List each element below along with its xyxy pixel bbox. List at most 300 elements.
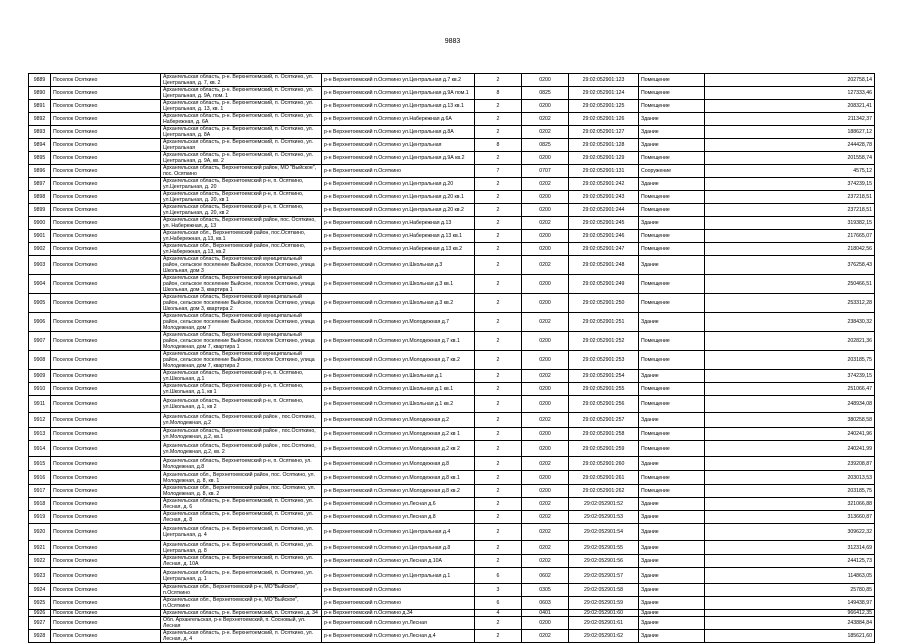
group-code: 2	[475, 152, 522, 165]
row-number: 9900	[29, 217, 51, 230]
object-type: Помещение	[639, 100, 705, 113]
address: Архангельская область, Верхнетоемский муниципальный район, сельское поселение Выйское, поселок Осяткино, улица Молодежная, дом 7, квартира 2	[161, 351, 322, 370]
usage-code: 0200	[522, 396, 569, 413]
cadastral-number: 29:02:052901:260	[569, 457, 639, 471]
usage-code: 0200	[522, 152, 569, 165]
table-row	[29, 87, 875, 100]
row-number: 9902	[29, 243, 51, 256]
cadastral-number: 29:02:052901:253	[569, 351, 639, 370]
cadastral-value: 243884,84	[705, 617, 875, 630]
group-code: 2	[475, 217, 522, 230]
group-code: 4	[475, 610, 522, 617]
group-code: 2	[475, 541, 522, 555]
table-row	[29, 126, 875, 139]
cadastral-number: 29:02:052901:62	[569, 630, 639, 643]
location: р-н Верхнетоемский п.Осяткино ул.Школьная д.1	[322, 370, 475, 383]
object-type: Здание	[639, 126, 705, 139]
usage-code: 0200	[522, 74, 569, 87]
cadastral-number: 29:02:052901:126	[569, 113, 639, 126]
usage-code: 0202	[522, 413, 569, 428]
address: Архангельская область, Верхнетоемский р-н, п. Осяткино, ул.Центральная, д. 20, кв 1	[161, 191, 322, 204]
usage-code: 0202	[522, 178, 569, 191]
location: р-н Верхнетоемский п.Осяткино ул.Центральная д.8А	[322, 126, 475, 139]
group-code: 6	[475, 597, 522, 610]
usage-code: 0200	[522, 191, 569, 204]
property-registry-table	[28, 73, 875, 643]
location: р-н Верхнетоемский п.Осяткино ул.Центральная д.8	[322, 541, 475, 555]
address: Архангельская область, Верхнетоемский район , пос.Осяткино, ул.Молодежная, д.2	[161, 413, 322, 428]
cadastral-number: 29:02:052901:259	[569, 441, 639, 457]
group-code: 8	[475, 87, 522, 100]
location: р-н Верхнетоемский п.Осяткино ул.Центральная д.20 кв.1	[322, 191, 475, 204]
settlement-name: Поселок Осяткино	[51, 584, 161, 597]
usage-code: 0202	[522, 555, 569, 568]
location: р-н Верхнетоемский п.Осяткино д.34	[322, 610, 475, 617]
address: Архангельская область, Верхнетоемский р-н, п. Осяткино, ул.Центральная, д. 20, кв 2	[161, 204, 322, 217]
address: Архангельская обл., Верхнетоемский район, пос.Осяткино, ул.Набережная, д.13, кв.2	[161, 243, 322, 256]
settlement-name: Поселок Осяткино	[51, 165, 161, 178]
row-number: 9906	[29, 313, 51, 332]
cadastral-value: 244428,78	[705, 139, 875, 152]
group-code: 2	[475, 498, 522, 511]
cadastral-number: 29:02:052901:247	[569, 243, 639, 256]
table-row	[29, 485, 875, 498]
settlement-name: Поселок Осяткино	[51, 243, 161, 256]
location: р-н Верхнетоемский п.Осяткино ул.Центральная д.13 кв.1	[322, 100, 475, 113]
group-code: 2	[475, 471, 522, 485]
group-code: 2	[475, 294, 522, 313]
group-code: 2	[475, 256, 522, 275]
usage-code: 0202	[522, 630, 569, 643]
table-row	[29, 217, 875, 230]
row-number: 9890	[29, 87, 51, 100]
row-number: 9910	[29, 383, 51, 396]
usage-code: 0602	[522, 568, 569, 584]
group-code: 2	[475, 178, 522, 191]
settlement-name: Поселок Осяткино	[51, 597, 161, 610]
cadastral-number: 29:02:052901:60	[569, 610, 639, 617]
group-code: 2	[475, 313, 522, 332]
cadastral-value: 211342,37	[705, 113, 875, 126]
cadastral-value: 966412,35	[705, 610, 875, 617]
location: р-н Верхнетоемский п.Осяткино ул.Центральная д.7 кв.2	[322, 74, 475, 87]
settlement-name: Поселок Осяткино	[51, 113, 161, 126]
address: Архангельская область, р-н. Верхнетоемский, п. Осяткино, д. 34	[161, 610, 322, 617]
table-row	[29, 511, 875, 524]
settlement-name: Поселок Осяткино	[51, 471, 161, 485]
object-type: Здание	[639, 568, 705, 584]
row-number: 9908	[29, 351, 51, 370]
row-number: 9889	[29, 74, 51, 87]
cadastral-value: 185621,60	[705, 630, 875, 643]
object-type: Помещение	[639, 191, 705, 204]
location: р-н Верхнетоемский п.Осяткино	[322, 584, 475, 597]
usage-code: 0825	[522, 139, 569, 152]
cadastral-value: 202758,14	[705, 74, 875, 87]
cadastral-number: 29:02:052901:59	[569, 597, 639, 610]
group-code: 2	[475, 74, 522, 87]
group-code: 2	[475, 413, 522, 428]
row-number: 9892	[29, 113, 51, 126]
address: Архангельская область, р-н. Верхнетоемский, п. Осяткино, ул. Центральная, д. 1	[161, 568, 322, 584]
address: Архангельская область, р-н. Верхнетоемский, п. Осяткино, ул. Центральная, д. 4	[161, 524, 322, 541]
row-number: 9924	[29, 584, 51, 597]
location: р-н Верхнетоемский п.Осяткино ул.Центральная д.1	[322, 568, 475, 584]
table-row	[29, 370, 875, 383]
cadastral-value: 127333,46	[705, 87, 875, 100]
row-number: 9925	[29, 597, 51, 610]
cadastral-number: 29:02:052901:243	[569, 191, 639, 204]
address: Архангельская область, р-н. Верхнетоемский, п. Осяткино, ул. Центральная, д. 8А	[161, 126, 322, 139]
usage-code: 0200	[522, 204, 569, 217]
group-code: 2	[475, 351, 522, 370]
group-code: 2	[475, 617, 522, 630]
object-type: Помещение	[639, 152, 705, 165]
cadastral-number: 29:02:052901:255	[569, 383, 639, 396]
address: Архангельская область, Верхнетоемский р-н, п. Осяткино, ул.Школьная, д.1, кв 1	[161, 383, 322, 396]
group-code: 2	[475, 428, 522, 441]
settlement-name: Поселок Осяткино	[51, 313, 161, 332]
location: р-н Верхнетоемский п.Осяткино ул.Молодежная д.2 кв 2	[322, 441, 475, 457]
row-number: 9903	[29, 256, 51, 275]
cadastral-number: 29:02:052901:53	[569, 511, 639, 524]
cadastral-number: 29:02:052901:248	[569, 256, 639, 275]
address: Архангельская область, Верхнетоемский муниципальный район, сельское поселение Выйское, поселок Осяткино, улица Молодежная, дом 7, квартира 1	[161, 332, 322, 351]
settlement-name: Поселок Осяткино	[51, 413, 161, 428]
cadastral-value: 114863,05	[705, 568, 875, 584]
table-row	[29, 351, 875, 370]
row-number: 9895	[29, 152, 51, 165]
group-code: 2	[475, 511, 522, 524]
location: р-н Верхнетоемский п.Осяткино	[322, 165, 475, 178]
row-number: 9912	[29, 413, 51, 428]
location: р-н Верхнетоемский п.Осяткино ул.Школьная д.3	[322, 256, 475, 275]
table-row	[29, 498, 875, 511]
settlement-name: Поселок Осяткино	[51, 511, 161, 524]
cadastral-number: 29:02:052901:57	[569, 568, 639, 584]
address: Архангельская область, Верхнетоемский район , пос.Осяткино, ул.Молодежная, д.2, кв. 2	[161, 441, 322, 457]
cadastral-value: 203185,75	[705, 351, 875, 370]
cadastral-value: 203013,53	[705, 471, 875, 485]
table-row	[29, 113, 875, 126]
table-row	[29, 152, 875, 165]
row-number: 9893	[29, 126, 51, 139]
row-number: 9898	[29, 191, 51, 204]
address: Архангельская обл., Верхнетоемский район, пос. Осяткино, ул. Молодежная, д. 8, кв. 1	[161, 471, 322, 485]
cadastral-value: 319382,15	[705, 217, 875, 230]
object-type: Здание	[639, 584, 705, 597]
object-type: Здание	[639, 113, 705, 126]
table-row	[29, 139, 875, 152]
row-number: 9894	[29, 139, 51, 152]
location: р-н Верхнетоемский п.Осяткино ул.Лесная	[322, 617, 475, 630]
group-code: 2	[475, 191, 522, 204]
row-number: 9896	[29, 165, 51, 178]
location: р-н Верхнетоемский п.Осяткино ул.Молодежная д.2	[322, 413, 475, 428]
cadastral-value: 202821,36	[705, 332, 875, 351]
settlement-name: Поселок Осяткино	[51, 294, 161, 313]
row-number: 9921	[29, 541, 51, 555]
usage-code: 0825	[522, 87, 569, 100]
group-code: 2	[475, 230, 522, 243]
table-row	[29, 165, 875, 178]
object-type: Сооружение	[639, 165, 705, 178]
cadastral-number: 29:02:052901:250	[569, 294, 639, 313]
table-row	[29, 230, 875, 243]
settlement-name: Поселок Осяткино	[51, 524, 161, 541]
group-code: 2	[475, 457, 522, 471]
object-type: Здание	[639, 457, 705, 471]
row-number: 9923	[29, 568, 51, 584]
settlement-name: Поселок Осяткино	[51, 139, 161, 152]
address: Обл. Архангельская, р-н Верхнетоемский, п. Сосновый, ул. Лесная	[161, 617, 322, 630]
cadastral-number: 29:02:052901:261	[569, 471, 639, 485]
location: р-н Верхнетоемский п.Осяткино ул.Школьная д.1 кв.1	[322, 383, 475, 396]
settlement-name: Поселок Осяткино	[51, 541, 161, 555]
row-number: 9891	[29, 100, 51, 113]
object-type: Здание	[639, 555, 705, 568]
table-row	[29, 178, 875, 191]
cadastral-value: 239208,87	[705, 457, 875, 471]
location: р-н Верхнетоемский п.Осяткино ул.Набережная д.13 кв.1	[322, 230, 475, 243]
row-number: 9899	[29, 204, 51, 217]
cadastral-number: 29:02:052901:129	[569, 152, 639, 165]
settlement-name: Поселок Осяткино	[51, 383, 161, 396]
cadastral-value: 240241,99	[705, 441, 875, 457]
object-type: Помещение	[639, 243, 705, 256]
cadastral-value: 237218,51	[705, 191, 875, 204]
row-number: 9914	[29, 441, 51, 457]
table-row	[29, 471, 875, 485]
location: р-н Верхнетоемский п.Осяткино ул.Набережная д.13 кв.2	[322, 243, 475, 256]
usage-code: 0200	[522, 243, 569, 256]
usage-code: 0200	[522, 230, 569, 243]
location: р-н Верхнетоемский п.Осяткино ул.Центральная д.20 кв.2	[322, 204, 475, 217]
table-row	[29, 441, 875, 457]
settlement-name: Поселок Осяткино	[51, 191, 161, 204]
address: Архангельская обл., Верхнетоемский район, пос. Осяткино, ул. Молодежная, д. 8, кв. 2	[161, 485, 322, 498]
location: р-н Верхнетоемский п.Осяткино ул.Молодежная д.7 кв.2	[322, 351, 475, 370]
address: Архангельская обл., Верхнетоемский р-н, МО"Выйское", п.Осяткино	[161, 584, 322, 597]
address: Архангельская обл., Верхнетоемский район, пос.Осяткино, ул.Набережная, д.13, кв.1	[161, 230, 322, 243]
object-type: Здание	[639, 524, 705, 541]
cadastral-value: 237218,51	[705, 204, 875, 217]
settlement-name: Поселок Осяткино	[51, 256, 161, 275]
table-row	[29, 74, 875, 87]
table-row	[29, 413, 875, 428]
settlement-name: Поселок Осяткино	[51, 617, 161, 630]
settlement-name: Поселок Осяткино	[51, 230, 161, 243]
usage-code: 0200	[522, 275, 569, 294]
table-body	[29, 74, 875, 643]
cadastral-number: 29:02:052901:124	[569, 87, 639, 100]
row-number: 9916	[29, 471, 51, 485]
object-type: Здание	[639, 617, 705, 630]
cadastral-value: 376258,43	[705, 256, 875, 275]
cadastral-number: 29:02:052901:131	[569, 165, 639, 178]
location: р-н Верхнетоемский п.Осяткино ул.Центральная	[322, 139, 475, 152]
group-code: 2	[475, 243, 522, 256]
usage-code: 0202	[522, 498, 569, 511]
group-code: 2	[475, 524, 522, 541]
cadastral-number: 29:02:052901:256	[569, 396, 639, 413]
usage-code: 0202	[522, 217, 569, 230]
settlement-name: Поселок Осяткино	[51, 126, 161, 139]
address: Архангельская область, Верхнетоемский район , пос.Осяткино, ул.Молодежная, д.2, кв.1	[161, 428, 322, 441]
settlement-name: Поселок Осяткино	[51, 351, 161, 370]
address: Архангельская область, р-н. Верхнетоемский, п. Осяткино, ул. Центральная, д. 7, кв. 2	[161, 74, 322, 87]
table-row	[29, 256, 875, 275]
cadastral-number: 29:02:052901:58	[569, 584, 639, 597]
usage-code: 0200	[522, 351, 569, 370]
cadastral-number: 29:02:052901:61	[569, 617, 639, 630]
object-type: Здание	[639, 256, 705, 275]
cadastral-value: 203185,75	[705, 485, 875, 498]
usage-code: 0200	[522, 332, 569, 351]
table-row	[29, 597, 875, 610]
object-type: Здание	[639, 498, 705, 511]
cadastral-value: 4575,12	[705, 165, 875, 178]
usage-code: 0200	[522, 471, 569, 485]
location: р-н Верхнетоемский п.Осяткино ул.Лесная д.6	[322, 498, 475, 511]
cadastral-number: 29:02:052901:246	[569, 230, 639, 243]
location: р-н Верхнетоемский п.Осяткино ул.Лесная д.8	[322, 511, 475, 524]
table-row	[29, 383, 875, 396]
location: р-н Верхнетоемский п.Осяткино ул.Центральная д.4	[322, 524, 475, 541]
address: Архангельская область, Верхнетоемский район, пос. Осяткино, ул. Набережная, д. 13	[161, 217, 322, 230]
group-code: 2	[475, 332, 522, 351]
table-row	[29, 524, 875, 541]
settlement-name: Поселок Осяткино	[51, 441, 161, 457]
cadastral-number: 29:02:052901:257	[569, 413, 639, 428]
table-row	[29, 243, 875, 256]
usage-code: 0305	[522, 584, 569, 597]
group-code: 2	[475, 370, 522, 383]
cadastral-value: 309622,32	[705, 524, 875, 541]
location: р-н Верхнетоемский п.Осяткино ул.Школьная д.3 кв.2	[322, 294, 475, 313]
group-code: 7	[475, 165, 522, 178]
cadastral-number: 29:02:052901:251	[569, 313, 639, 332]
address: Архангельская область, р-н. Верхнетоемский, п. Осяткино, ул. Центральная, д. 8	[161, 541, 322, 555]
address: Архангельская область, р-н. Верхнетоемский, п. Осяткино, ул. Центральная, д. 13, кв. 1	[161, 100, 322, 113]
object-type: Здание	[639, 313, 705, 332]
address: Архангельская область, Верхнетоемский муниципальный район, сельское поселение Выйское, поселок Осяткино, улица Школьная, дом 3	[161, 256, 322, 275]
settlement-name: Поселок Осяткино	[51, 152, 161, 165]
settlement-name: Поселок Осяткино	[51, 610, 161, 617]
table-row	[29, 630, 875, 643]
usage-code: 0202	[522, 126, 569, 139]
row-number: 9909	[29, 370, 51, 383]
address: Архангельская область, р-н. Верхнетоемский, п. Осяткино, ул. Лесная, д. 10А	[161, 555, 322, 568]
settlement-name: Поселок Осяткино	[51, 630, 161, 643]
group-code: 2	[475, 383, 522, 396]
address: Архангельская область, р-н. Верхнетоемский, п. Осяткино, ул. Центральная, д. 9А, кв. 2	[161, 152, 322, 165]
usage-code: 0202	[522, 541, 569, 555]
usage-code: 0200	[522, 100, 569, 113]
table-row	[29, 457, 875, 471]
table-row	[29, 332, 875, 351]
object-type: Помещение	[639, 471, 705, 485]
row-number: 9926	[29, 610, 51, 617]
group-code: 2	[475, 441, 522, 457]
cadastral-number: 29:02:052901:254	[569, 370, 639, 383]
settlement-name: Поселок Осяткино	[51, 568, 161, 584]
object-type: Помещение	[639, 383, 705, 396]
cadastral-number: 29:02:052901:244	[569, 204, 639, 217]
cadastral-value: 217665,07	[705, 230, 875, 243]
usage-code: 0707	[522, 165, 569, 178]
location: р-н Верхнетоемский п.Осяткино ул.Центральная д.9А кв.2	[322, 152, 475, 165]
cadastral-value: 25780,85	[705, 584, 875, 597]
location: р-н Верхнетоемский п.Осяткино ул.Молодежная д.2 кв 1	[322, 428, 475, 441]
cadastral-value: 201558,74	[705, 152, 875, 165]
location: р-н Верхнетоемский п.Осяткино ул.Школьная д.1 кв.2	[322, 396, 475, 413]
usage-code: 0202	[522, 457, 569, 471]
object-type: Здание	[639, 541, 705, 555]
group-code: 2	[475, 485, 522, 498]
object-type: Помещение	[639, 87, 705, 100]
cadastral-number: 29:02:052901:56	[569, 555, 639, 568]
group-code: 2	[475, 204, 522, 217]
address: Архангельская область, Верхнетоемский р-н, п. Осяткино, ул.Школьная, д.1, кв 2	[161, 396, 322, 413]
cadastral-number: 29:02:052901:52	[569, 498, 639, 511]
usage-code: 0200	[522, 383, 569, 396]
cadastral-number: 29:02:052901:125	[569, 100, 639, 113]
object-type: Помещение	[639, 441, 705, 457]
table-row	[29, 584, 875, 597]
object-type: Помещение	[639, 351, 705, 370]
object-type: Помещение	[639, 204, 705, 217]
cadastral-value: 374239,15	[705, 370, 875, 383]
object-type: Здание	[639, 597, 705, 610]
address: Архангельская область, Верхнетоемский муниципальный район, сельское поселение Выйское, поселок Осяткино, улица Молодежная, дом 7	[161, 313, 322, 332]
group-code: 2	[475, 555, 522, 568]
object-type: Здание	[639, 630, 705, 643]
address: Архангельская область, Верхнетоемский р-н, п. Осяткино, ул.Центральная, д. 20	[161, 178, 322, 191]
table-row	[29, 100, 875, 113]
location: р-н Верхнетоемский п.Осяткино ул.Лесная д.4	[322, 630, 475, 643]
settlement-name: Поселок Осяткино	[51, 457, 161, 471]
address: Архангельская область, р-н. Верхнетоемский, п. Осяткино, ул. Лесная, д. 8	[161, 511, 322, 524]
object-type: Здание	[639, 139, 705, 152]
settlement-name: Поселок Осяткино	[51, 275, 161, 294]
row-number: 9913	[29, 428, 51, 441]
cadastral-value: 248934,08	[705, 396, 875, 413]
location: р-н Верхнетоемский п.Осяткино ул.Набережная д.13	[322, 217, 475, 230]
location: р-н Верхнетоемский п.Осяткино ул.Молодежная д.8 кв.1	[322, 471, 475, 485]
row-number: 9904	[29, 275, 51, 294]
cadastral-value: 188627,12	[705, 126, 875, 139]
row-number: 9901	[29, 230, 51, 243]
table-row	[29, 191, 875, 204]
usage-code: 0603	[522, 597, 569, 610]
cadastral-number: 29:02:052901:245	[569, 217, 639, 230]
settlement-name: Поселок Осяткино	[51, 498, 161, 511]
table-row	[29, 541, 875, 555]
cadastral-value: 374239,15	[705, 178, 875, 191]
object-type: Здание	[639, 511, 705, 524]
address: Архангельская область, Верхнетоемский р-н, п. Осяткино, ул. Молодежная, д.8	[161, 457, 322, 471]
row-number: 9922	[29, 555, 51, 568]
settlement-name: Поселок Осяткино	[51, 217, 161, 230]
location: р-н Верхнетоемский п.Осяткино ул.Центральная д.20	[322, 178, 475, 191]
cadastral-value: 149438,97	[705, 597, 875, 610]
cadastral-value: 312314,69	[705, 541, 875, 555]
table-row	[29, 555, 875, 568]
usage-code: 0200	[522, 428, 569, 441]
cadastral-number: 29:02:052901:123	[569, 74, 639, 87]
location: р-н Верхнетоемский п.Осяткино ул.Набережная д.6А	[322, 113, 475, 126]
